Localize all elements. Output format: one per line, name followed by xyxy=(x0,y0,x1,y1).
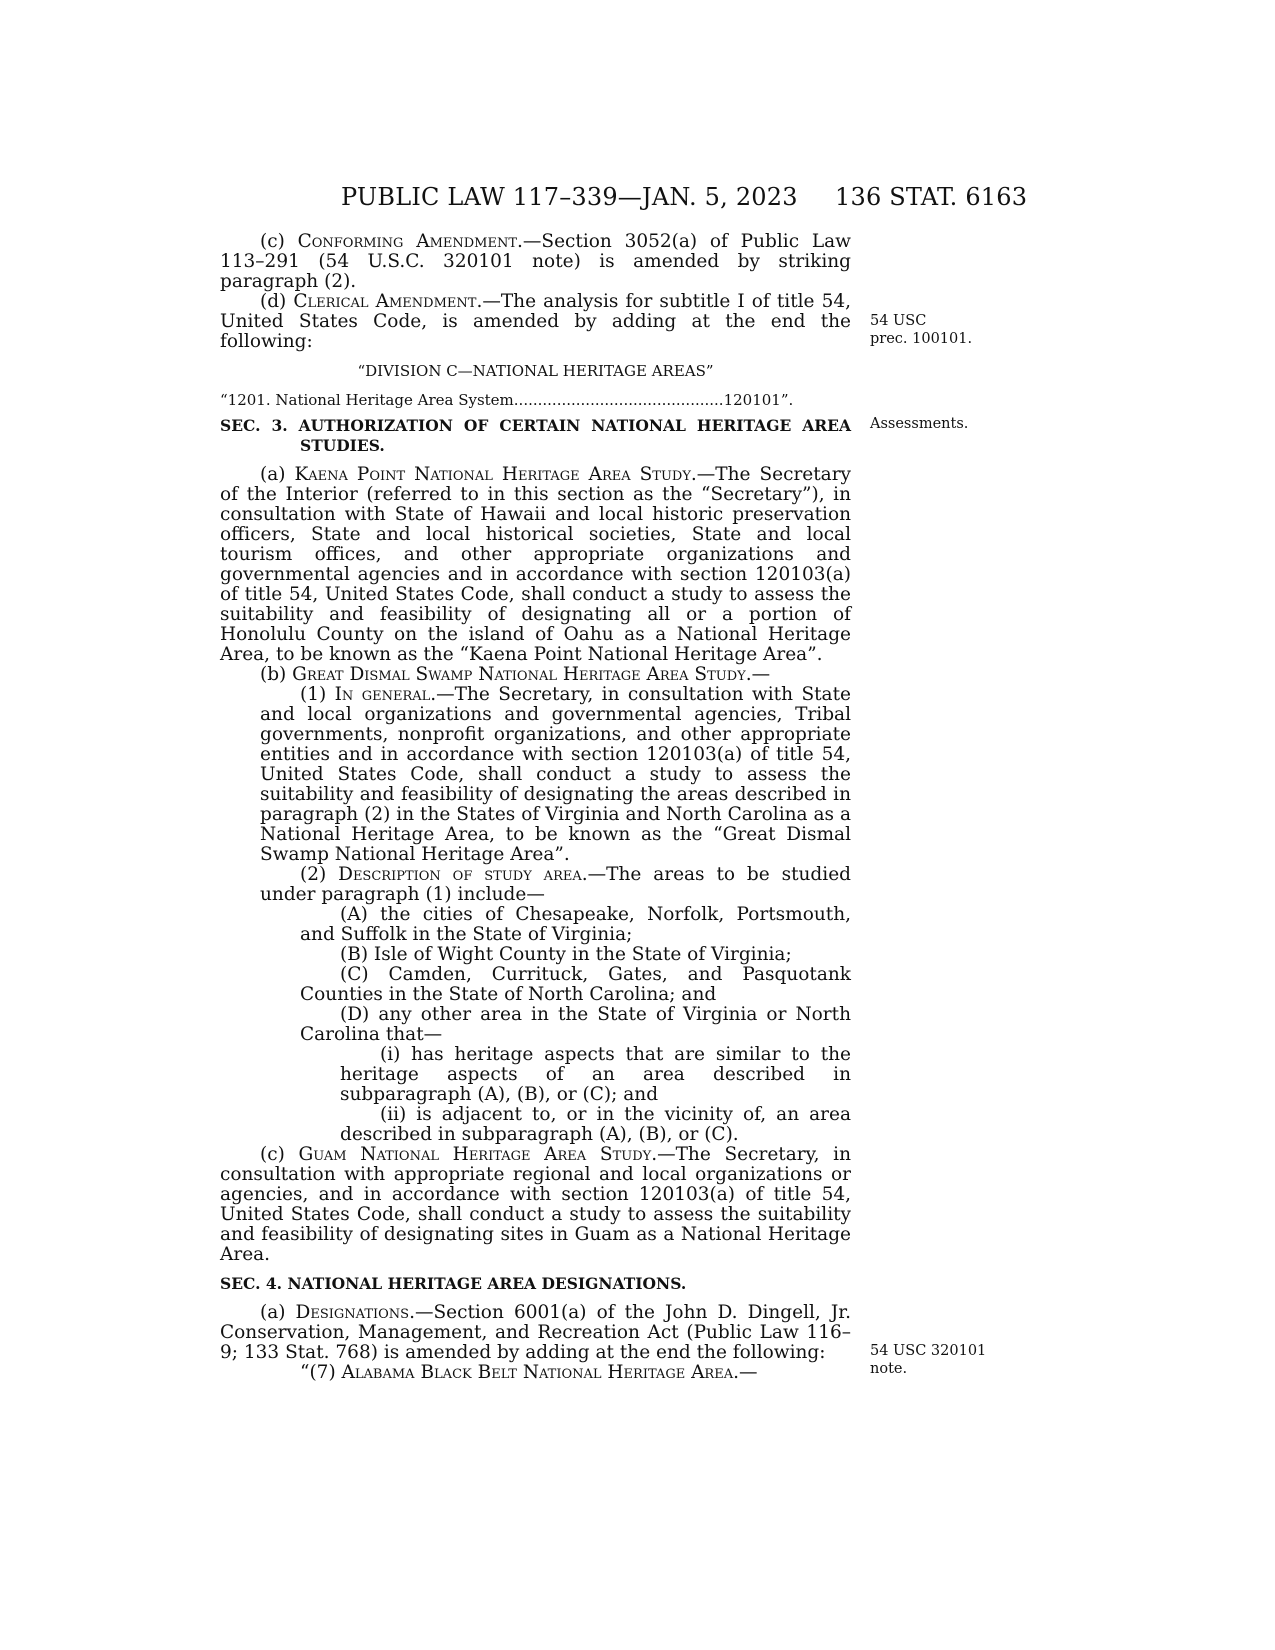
paragraph-3b2-description xyxy=(220,865,851,905)
paragraph-text: .— xyxy=(745,664,771,685)
paragraph-label: (c) xyxy=(260,231,298,252)
margin-note-line: 54 USC 320101 xyxy=(870,1343,987,1359)
page-number: 136 STAT. 6163 xyxy=(835,183,1028,211)
subparagraph-C: (C) Camden, Currituck, Gates, and Pasquotank Counties in the State of North Carolina; and xyxy=(300,964,851,1005)
margin-note-line: prec. 100101. xyxy=(870,331,973,347)
paragraph-3b1-in-general xyxy=(220,685,851,865)
paragraph-label: “(7) xyxy=(300,1362,342,1383)
paragraph-text: .—The Secretary, in consultation with State and local organizations and governmental agencies, Tribal governments, nonprofit organizations, and other appropriate entities and in accordance with section 120103(a) of title 54, United States Code, shall conduct a study to assess the suitability and feasibility of designating the areas described in paragraph (2) in the States of Virginia and North Carolina as a National Heritage Area, to be known as the “Great Dismal Swamp National Heritage Area”. xyxy=(260,684,851,865)
margin-note-assessments: Assessments. xyxy=(870,416,969,432)
paragraph-heading: Kaena Point National Heritage Area Study xyxy=(294,464,691,485)
paragraph-heading: Conforming Amendment xyxy=(297,231,518,252)
paragraph-d-clerical-amendment xyxy=(220,292,851,352)
paragraph-3b-great-dismal-swamp xyxy=(220,665,851,685)
paragraph-4a-designations xyxy=(220,1303,851,1363)
section-3-heading: SEC. 3. AUTHORIZATION OF CERTAIN NATIONAL HERITAGE AREA STUDIES. xyxy=(220,416,851,455)
paragraph-4a7-alabama-black-belt xyxy=(220,1363,851,1383)
paragraph-text: .—Section 3052(a) of Public Law 113–291 (54 U.S.C. 320101 note) is amended by striking paragraph (2). xyxy=(220,231,851,292)
paragraph-text: .—The areas to be studied under paragraph (1) include— xyxy=(260,864,851,905)
paragraph-text: .—Section 6001(a) of the John D. Dingell, Jr. Conservation, Management, and Recreation Act (Public Law 116–9; 133 Stat. 768) is amended by adding at the end the following: xyxy=(220,1302,851,1363)
section-4-heading: SEC. 4. NATIONAL HERITAGE AREA DESIGNATIONS. xyxy=(220,1274,687,1293)
paragraph-heading: Great Dismal Swamp National Heritage Area Study xyxy=(292,664,746,685)
paragraph-text: .—The Secretary of the Interior (referred to in this section as the “Secretary”), in consultation with State of Hawaii and local historic preservation officers, State and local historical societies, State and local tourism offices, and other appropriate organizations and governmental agencies and in accordance with section 120103(a) of title 54, United States Code, shall conduct a study to assess the suitability and feasibility of designating all or a portion of Honolulu County on the island of Oahu as a National Heritage Area, to be known as the “Kaena Point National Heritage Area”. xyxy=(220,464,851,665)
paragraph-heading: In general xyxy=(334,684,431,705)
paragraph-3a-kaena-point xyxy=(220,465,851,665)
page-body xyxy=(220,232,851,1383)
paragraph-label: (b) xyxy=(260,664,293,685)
paragraph-heading: Designations xyxy=(295,1302,410,1323)
paragraph-text: .—The analysis for subtitle I of title 54, United States Code, is amended by adding at the end the following: xyxy=(220,291,852,352)
paragraph-label: (d) xyxy=(260,291,294,312)
paragraph-heading: Clerical Amendment xyxy=(293,291,477,312)
table-of-contents-entry: “1201. National Heritage Area System............................................120101”. xyxy=(220,391,794,409)
paragraph-heading: Alabama Black Belt National Heritage Area xyxy=(341,1362,734,1383)
running-header-left: PUBLIC LAW 117–339—JAN. 5, 2023 xyxy=(341,183,798,211)
margin-note-54usc-320101 xyxy=(870,1342,986,1378)
margin-note-line: note. xyxy=(870,1361,908,1377)
paragraph-label: (1) xyxy=(300,684,335,705)
margin-note-line: 54 USC xyxy=(870,313,927,329)
clause-ii: (ii) is adjacent to, or in the vicinity of, an area described in subparagraph (A), (B), or (C). xyxy=(340,1104,851,1145)
paragraph-heading: Description of study area xyxy=(338,864,582,885)
paragraph-text: .— xyxy=(733,1362,758,1383)
clause-i: (i) has heritage aspects that are similar to the heritage aspects of an area described in subparagraph (A), (B), or (C); and xyxy=(340,1044,851,1105)
subparagraph-D: (D) any other area in the State of Virginia or North Carolina that— xyxy=(300,1004,851,1045)
paragraph-text: .—The Secretary, in consultation with appropriate regional and local organizations or agencies, and in accordance with section 120103(a) of title 54, United States Code, shall conduct a study to assess the suitability and feasibility of designating sites in Guam as a National Heritage Area. xyxy=(220,1144,851,1265)
paragraph-label: (a) xyxy=(260,1302,296,1323)
subparagraph-B: (B) Isle of Wight County in the State of Virginia; xyxy=(340,944,792,965)
paragraph-label: (2) xyxy=(300,864,339,885)
division-heading: “DIVISION C—NATIONAL HERITAGE AREAS” xyxy=(357,362,714,380)
paragraph-label: (c) xyxy=(260,1144,299,1165)
paragraph-c-conforming-amendment xyxy=(220,232,851,292)
subparagraph-A: (A) the cities of Chesapeake, Norfolk, Portsmouth, and Suffolk in the State of Virginia; xyxy=(300,904,851,945)
paragraph-heading: Guam National Heritage Area Study xyxy=(298,1144,652,1165)
margin-note-54usc-prec xyxy=(870,312,972,348)
paragraph-3c-guam xyxy=(220,1145,851,1265)
paragraph-label: (a) xyxy=(260,464,295,485)
